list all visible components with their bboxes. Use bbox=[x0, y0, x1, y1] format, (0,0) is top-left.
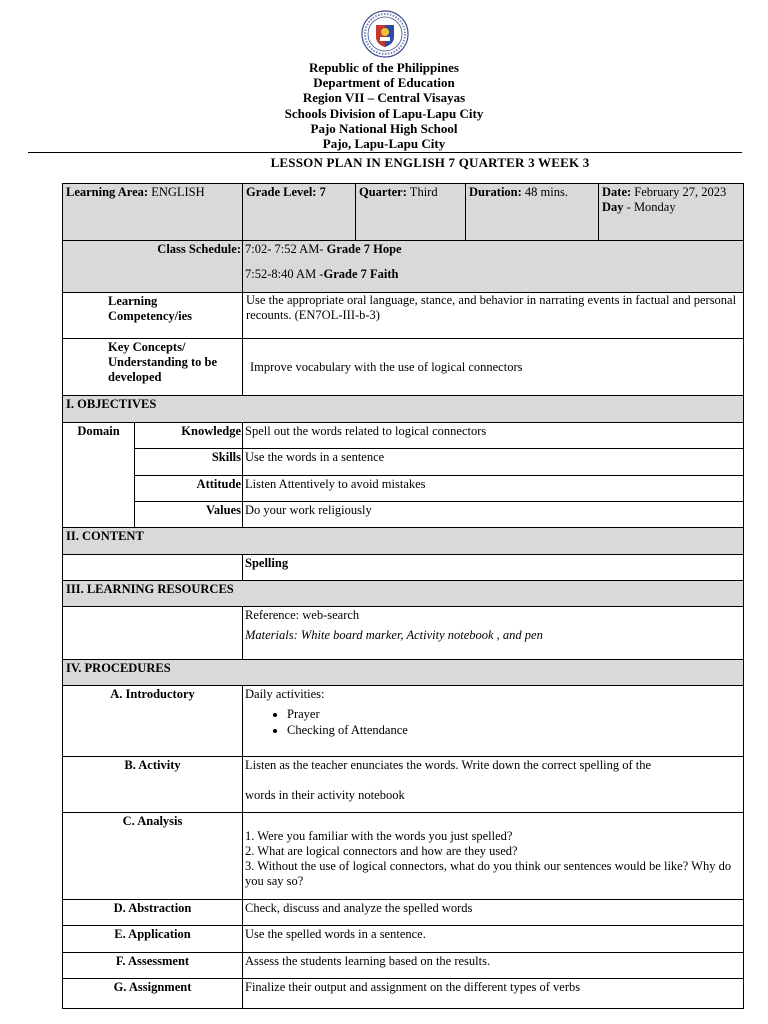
procedure-row-abstraction bbox=[63, 900, 744, 926]
class-schedule-value bbox=[243, 241, 744, 293]
objective-row-knowledge bbox=[63, 423, 744, 449]
quarter-label: Quarter: bbox=[359, 185, 407, 199]
competency-row bbox=[63, 293, 744, 339]
resources-heading-row bbox=[63, 581, 744, 607]
lesson-plan-table bbox=[62, 183, 744, 1009]
domain-label: Domain bbox=[63, 423, 135, 528]
class-schedule-label: Class Schedule: bbox=[63, 241, 243, 293]
introductory-intro-text: Daily activities: bbox=[245, 687, 325, 701]
lesson-plan-title: LESSON PLAN IN ENGLISH 7 QUARTER 3 WEEK 3 bbox=[270, 155, 590, 170]
grade-level-cell bbox=[243, 184, 356, 241]
objective-label-attitude: Attitude bbox=[135, 476, 243, 502]
header-line-republic: Republic of the Philippines bbox=[309, 60, 459, 75]
schedule-time-2: 7:52-8:40 AM - bbox=[245, 267, 324, 281]
procedure-row-activity bbox=[63, 757, 744, 813]
introductory-list bbox=[245, 706, 740, 738]
learning-area-value: ENGLISH bbox=[148, 185, 205, 199]
objective-text-knowledge: Spell out the words related to logical connectors bbox=[243, 423, 744, 449]
date-label: Date: bbox=[602, 185, 632, 199]
procedure-text-assignment: Finalize their output and assignment on the different types of verbs bbox=[243, 979, 744, 1009]
resources-reference: Reference: web-search bbox=[245, 608, 360, 622]
procedure-text-application: Use the spelled words in a sentence. bbox=[243, 926, 744, 953]
learning-area-label: Learning Area: bbox=[66, 185, 149, 199]
objective-row-values bbox=[63, 502, 744, 528]
schedule-grade-2: Grade 7 Faith bbox=[323, 267, 399, 281]
objective-text-skills: Use the words in a sentence bbox=[243, 449, 744, 476]
procedure-text-introductory bbox=[243, 686, 744, 757]
date-value: February 27, 2023 bbox=[631, 185, 727, 199]
content-row bbox=[63, 555, 744, 581]
resources-blank-cell bbox=[63, 607, 243, 660]
analysis-question-3: 3. Without the use of logical connectors, what do you think our sentences would be like? Why do you say so? bbox=[245, 859, 732, 888]
competency-value: Use the appropriate oral language, stance, and behavior in narrating events in factual and personal recounts. (EN7OL-III-b-3) bbox=[243, 293, 744, 339]
content-heading: II. CONTENT bbox=[63, 528, 744, 555]
quarter-cell bbox=[356, 184, 466, 241]
objective-label-skills: Skills bbox=[135, 449, 243, 476]
duration-value: 48 mins. bbox=[521, 185, 568, 199]
procedure-label-assessment: F. Assessment bbox=[63, 953, 243, 979]
key-concepts-value: Improve vocabulary with the use of logical connectors bbox=[243, 339, 744, 396]
procedure-row-assignment bbox=[63, 979, 744, 1009]
grade-level-value: 7 bbox=[316, 185, 326, 199]
activity-line-1: Listen as the teacher enunciates the words. Write down the correct spelling of the bbox=[245, 758, 652, 772]
resources-value bbox=[243, 607, 744, 660]
schedule-grade-1: Grade 7 Hope bbox=[326, 242, 402, 256]
resources-materials: Materials: White board marker, Activity notebook , and pen bbox=[245, 628, 543, 642]
procedure-label-introductory: A. Introductory bbox=[63, 686, 243, 757]
header-line-address: Pajo, Lapu-Lapu City bbox=[322, 136, 446, 152]
competency-label: Learning Competency/ies bbox=[63, 293, 243, 339]
procedures-heading: IV. PROCEDURES bbox=[63, 660, 744, 686]
header-line-division: Schools Division of Lapu-Lapu City bbox=[284, 105, 484, 121]
content-blank-cell bbox=[63, 555, 243, 581]
procedure-label-analysis: C. Analysis bbox=[63, 813, 243, 900]
procedure-label-assignment: G. Assignment bbox=[63, 979, 243, 1009]
objective-row-attitude bbox=[63, 476, 744, 502]
procedure-text-activity bbox=[243, 757, 744, 813]
header-line-department: Department of Education bbox=[313, 75, 455, 91]
list-item: • Prayer bbox=[287, 706, 740, 722]
day-value: - Monday bbox=[623, 200, 676, 214]
procedure-row-analysis bbox=[63, 813, 744, 900]
objective-text-values: Do your work religiously bbox=[243, 502, 744, 528]
grade-level-label: Grade Level: bbox=[246, 185, 317, 199]
procedure-row-application bbox=[63, 926, 744, 953]
letterhead bbox=[0, 60, 768, 151]
procedure-text-assessment: Assess the students learning based on the results. bbox=[243, 953, 744, 979]
content-heading-row bbox=[63, 528, 744, 555]
schedule-time-1: 7:02- 7:52 AM- bbox=[245, 242, 327, 256]
procedure-label-activity: B. Activity bbox=[63, 757, 243, 813]
day-label: Day bbox=[602, 200, 624, 214]
header-line-region: Region VII – Central Visayas bbox=[302, 90, 466, 106]
objective-text-attitude: Listen Attentively to avoid mistakes bbox=[243, 476, 744, 502]
procedure-text-analysis bbox=[243, 813, 744, 900]
quarter-value: Third bbox=[406, 185, 438, 199]
procedure-text-abstraction: Check, discuss and analyze the spelled words bbox=[243, 900, 744, 926]
objective-label-values: Values bbox=[135, 502, 243, 528]
header-line-school: Pajo National High School bbox=[310, 120, 458, 136]
header-divider bbox=[28, 152, 742, 153]
key-concepts-row bbox=[63, 339, 744, 396]
activity-line-2: words in their activity notebook bbox=[245, 788, 405, 802]
procedure-label-abstraction: D. Abstraction bbox=[63, 900, 243, 926]
procedures-heading-row bbox=[63, 660, 744, 686]
resources-heading: III. LEARNING RESOURCES bbox=[63, 581, 744, 607]
objectives-heading: I. OBJECTIVES bbox=[63, 396, 744, 423]
learning-area-cell bbox=[63, 184, 243, 241]
procedure-row-introductory bbox=[63, 686, 744, 757]
procedure-row-assessment bbox=[63, 953, 744, 979]
objective-label-knowledge: Knowledge bbox=[135, 423, 243, 449]
duration-cell bbox=[466, 184, 599, 241]
info-row bbox=[63, 184, 744, 241]
duration-label: Duration: bbox=[469, 185, 522, 199]
analysis-question-2: 2. What are logical connectors and how are they used? bbox=[245, 844, 518, 858]
resources-row bbox=[63, 607, 744, 660]
procedure-label-application: E. Application bbox=[63, 926, 243, 953]
deped-seal-logo bbox=[361, 10, 409, 58]
analysis-question-1: 1. Were you familiar with the words you just spelled? bbox=[245, 829, 513, 843]
class-schedule-row bbox=[63, 241, 744, 293]
content-value: Spelling bbox=[243, 555, 744, 581]
key-concepts-label: Key Concepts/ Understanding to be developed bbox=[63, 339, 243, 396]
objective-row-skills bbox=[63, 449, 744, 476]
list-item: • Checking of Attendance bbox=[287, 722, 740, 738]
date-cell bbox=[599, 184, 744, 241]
objectives-heading-row bbox=[63, 396, 744, 423]
